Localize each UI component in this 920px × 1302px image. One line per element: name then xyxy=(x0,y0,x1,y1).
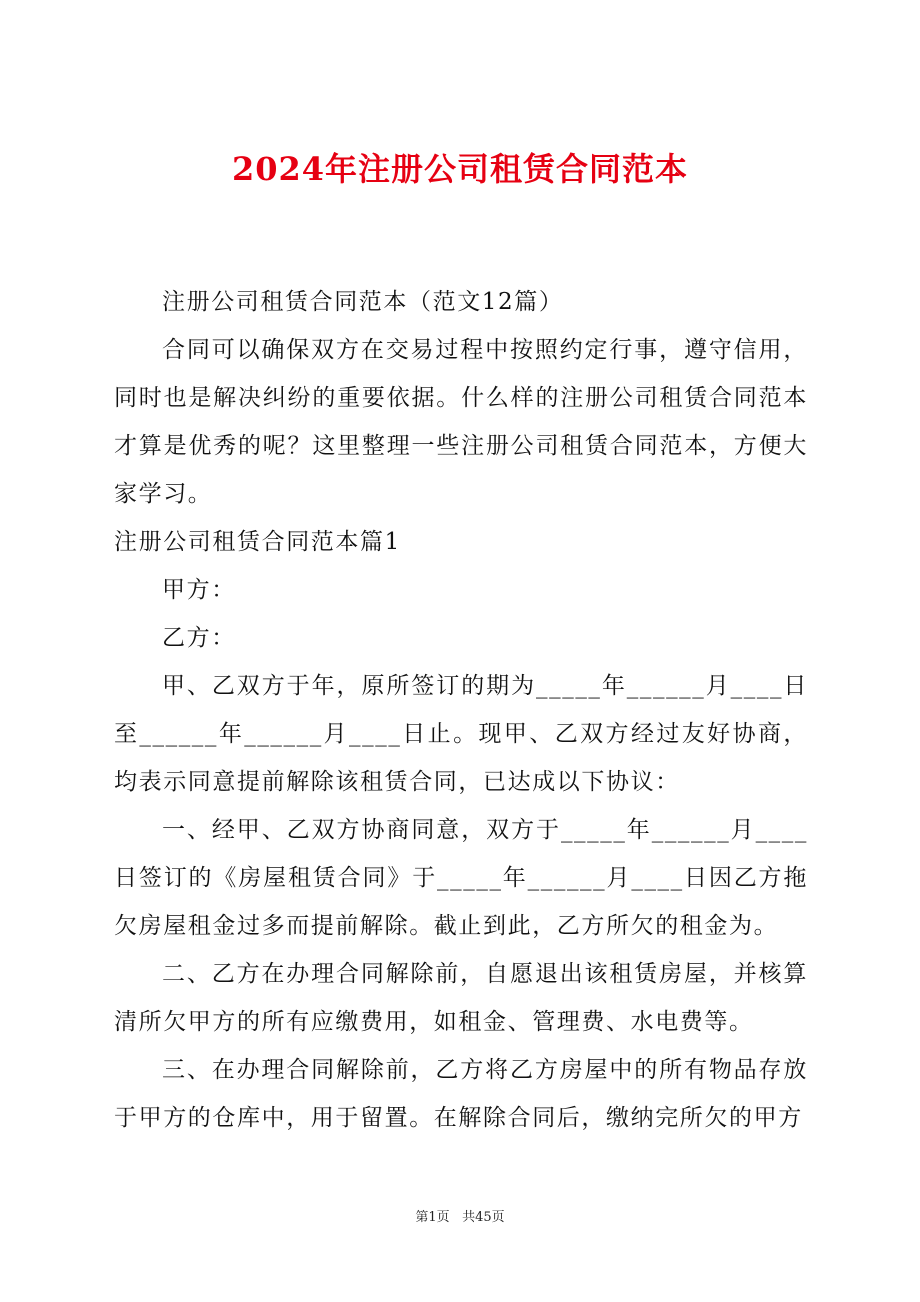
page-number: 第1页 xyxy=(415,1210,450,1225)
page-total: 共45页 xyxy=(462,1210,505,1225)
paragraph-intro: 合同可以确保双方在交易过程中按照约定行事，遵守信用，同时也是解决纠纷的重要依据。什么样的注册公司租赁合同范本才算是优秀的呢？这里整理一些注册公司租赁合同范本，方便大家学习。 xyxy=(114,337,808,507)
party-b-line: 乙方： xyxy=(162,625,236,651)
section-heading: 注册公司租赁合同范本篇1 xyxy=(114,529,401,555)
clause-2: 二、乙方在办理合同解除前，自愿退出该租赁房屋，并核算清所欠甲方的所有应缴费用，如租金、管理费、水电费等。 xyxy=(114,961,808,1035)
document-body xyxy=(114,278,808,1142)
page-footer xyxy=(0,1206,920,1225)
clause-1: 一、经甲、乙双方协商同意，双方于_____年______月____日签订的《房屋租赁合同》于_____年______月____日因乙方拖欠房屋租金过多而提前解除。截止到此，乙方所欠的租金为。 xyxy=(114,817,808,939)
paragraph-subtitle: 注册公司租赁合同范本（范文12篇） xyxy=(162,289,564,315)
paragraph-agreement: 甲、乙双方于年，原所签订的期为_____年______月____日至______年______月____日止。现甲、乙双方经过友好协商，均表示同意提前解除该租赁合同，已达成以下协议： xyxy=(114,673,808,795)
party-a-line: 甲方： xyxy=(162,577,236,603)
clause-3: 三、在办理合同解除前，乙方将乙方房屋中的所有物品存放于甲方的仓库中，用于留置。在解除合同后，缴纳完所欠的甲方 xyxy=(114,1057,808,1131)
document-title: 2024年注册公司租赁合同范本 xyxy=(231,150,689,188)
